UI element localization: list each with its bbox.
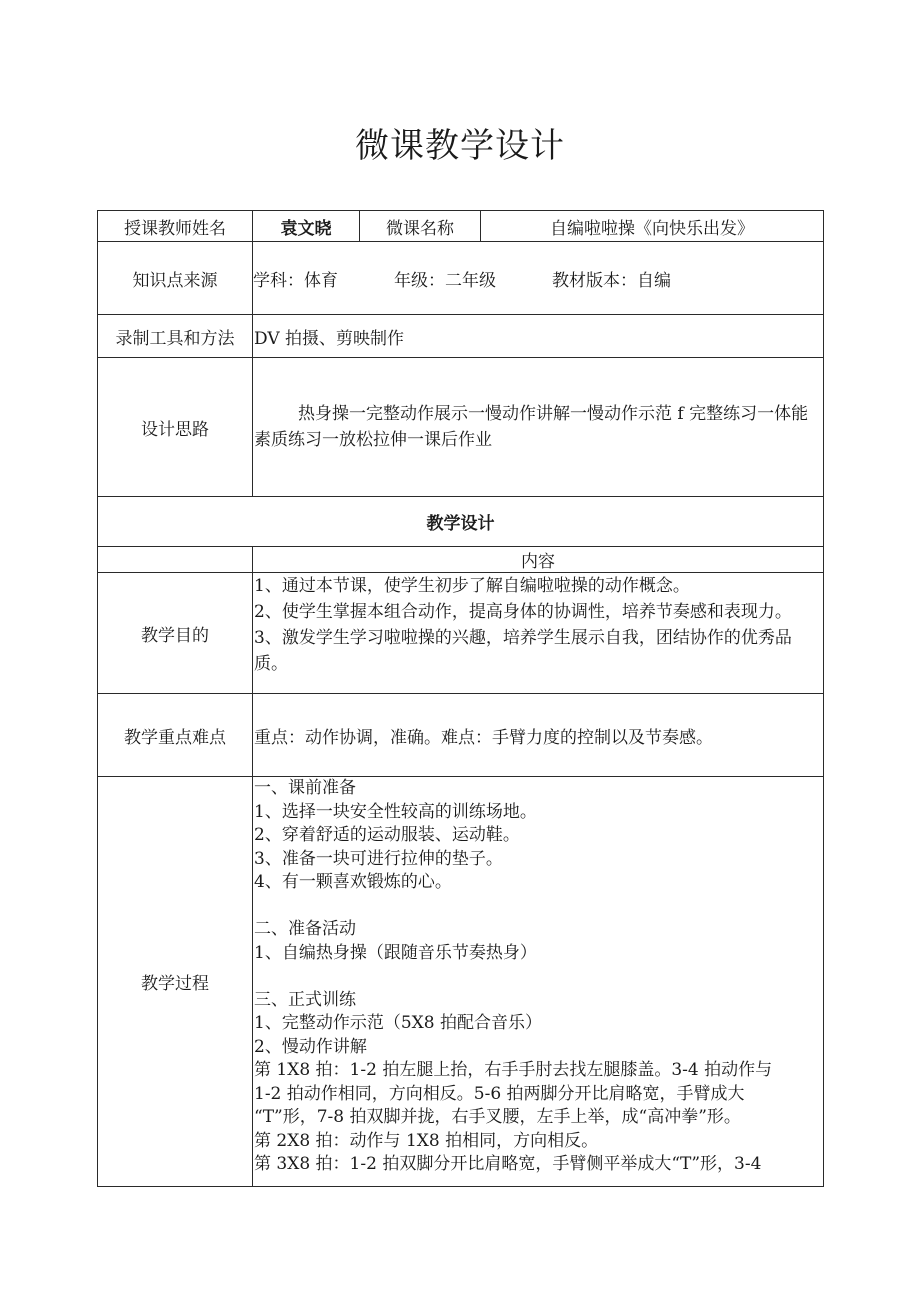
row-design-idea: [98, 358, 824, 497]
objectives-cell: [253, 573, 824, 694]
row-key-points: [98, 694, 824, 777]
row-teaching-design: [98, 497, 824, 547]
process-line: 1、完整动作示范（5X8 拍配合音乐）: [254, 1013, 542, 1033]
objectives-list: [253, 573, 823, 693]
teacher-label: 授课教师姓名: [98, 211, 253, 242]
tools-value: DV 拍摄、剪映制作: [253, 315, 824, 358]
teaching-design-header: 教学设计: [98, 497, 824, 547]
row-source: [98, 242, 824, 315]
row-tools: [98, 315, 824, 358]
process-line: “T”形，7-8 拍双脚并拢，右手叉腰，左手上举，成“高冲拳”形。: [254, 1107, 741, 1127]
tools-label: 录制工具和方法: [98, 315, 253, 358]
process-line: 1、自编热身操（跟随音乐节奏热身）: [254, 942, 537, 963]
course-name: 自编啦啦操《向快乐出发》: [550, 218, 754, 239]
row-process: [98, 777, 824, 1187]
objective-item: 1、通过本节课，使学生初步了解自编啦啦操的动作概念。: [254, 576, 690, 596]
process-line: 1-2 拍动作相同，方向相反。5-6 拍两脚分开比肩略宽，手臂成大: [254, 1083, 745, 1104]
lesson-design-table: [97, 210, 824, 1187]
process-line: 第 2X8 拍：动作与 1X8 拍相同，方向相反。: [254, 1130, 599, 1151]
course-label: 微课名称: [360, 211, 481, 241]
source-cell: [253, 242, 824, 315]
process-line: 2、穿着舒适的运动服装、运动鞋。: [254, 825, 520, 845]
design-idea-label: 设计思路: [98, 358, 253, 497]
process-line: 一、课前准备: [254, 778, 356, 798]
teacher-info-cell: [253, 211, 824, 242]
key-points-text: 重点：动作协调，准确。难点：手臂力度的控制以及节奏感。: [253, 694, 824, 777]
objective-item: 2、使学生掌握本组合动作，提高身体的协调性，培养节奏感和表现力。: [254, 602, 792, 622]
row-content-header: [98, 547, 824, 573]
row-teacher: [98, 211, 824, 242]
subject-value: 学科：体育: [253, 270, 338, 291]
process-label: 教学过程: [98, 777, 253, 1187]
process-blank-line: [254, 895, 823, 919]
source-label: 知识点来源: [98, 242, 253, 315]
process-line: 1、选择一块安全性较高的训练场地。: [254, 801, 537, 822]
document-title: 微课教学设计: [355, 126, 565, 166]
objective-item: 3、激发学生学习啦啦操的兴趣，培养学生展示自我，团结协作的优秀品质。: [254, 628, 792, 674]
process-line: 3、准备一块可进行拉伸的垫子。: [254, 848, 503, 869]
process-line: 第 1X8 拍：1-2 拍左腿上抬，右手手肘去找左腿膝盖。3-4 拍动作与: [254, 1060, 773, 1080]
objectives-label: 教学目的: [98, 573, 253, 694]
content-header: 内容: [253, 547, 824, 573]
process-cell: [253, 777, 824, 1187]
process-line: 4、有一颗喜欢锻炼的心。: [254, 872, 452, 892]
design-idea-cell: [253, 358, 824, 497]
process-blank-line: [254, 965, 823, 989]
process-line: 2、慢动作讲解: [254, 1036, 367, 1057]
design-idea-text: 热身操一完整动作展示一慢动作讲解一慢动作示范 f 完整练习一体能素质练习一放松拉伸一课后作业: [254, 404, 809, 450]
teacher-name: 袁文晓: [253, 211, 360, 241]
key-points-label: 教学重点难点: [98, 694, 253, 777]
process-line: 三、正式训练: [254, 989, 356, 1010]
row-objectives: [98, 573, 824, 694]
process-line: 二、准备活动: [254, 919, 356, 939]
grade-value: 年级：二年级: [394, 270, 496, 291]
content-header-blank: [98, 547, 253, 573]
process-line: 第 3X8 拍：1-2 拍双脚分开比肩略宽，手臂侧平举成大“T”形，3-4: [254, 1154, 762, 1174]
process-list: [254, 777, 823, 1177]
edition-value: 教材版本：自编: [552, 270, 671, 291]
